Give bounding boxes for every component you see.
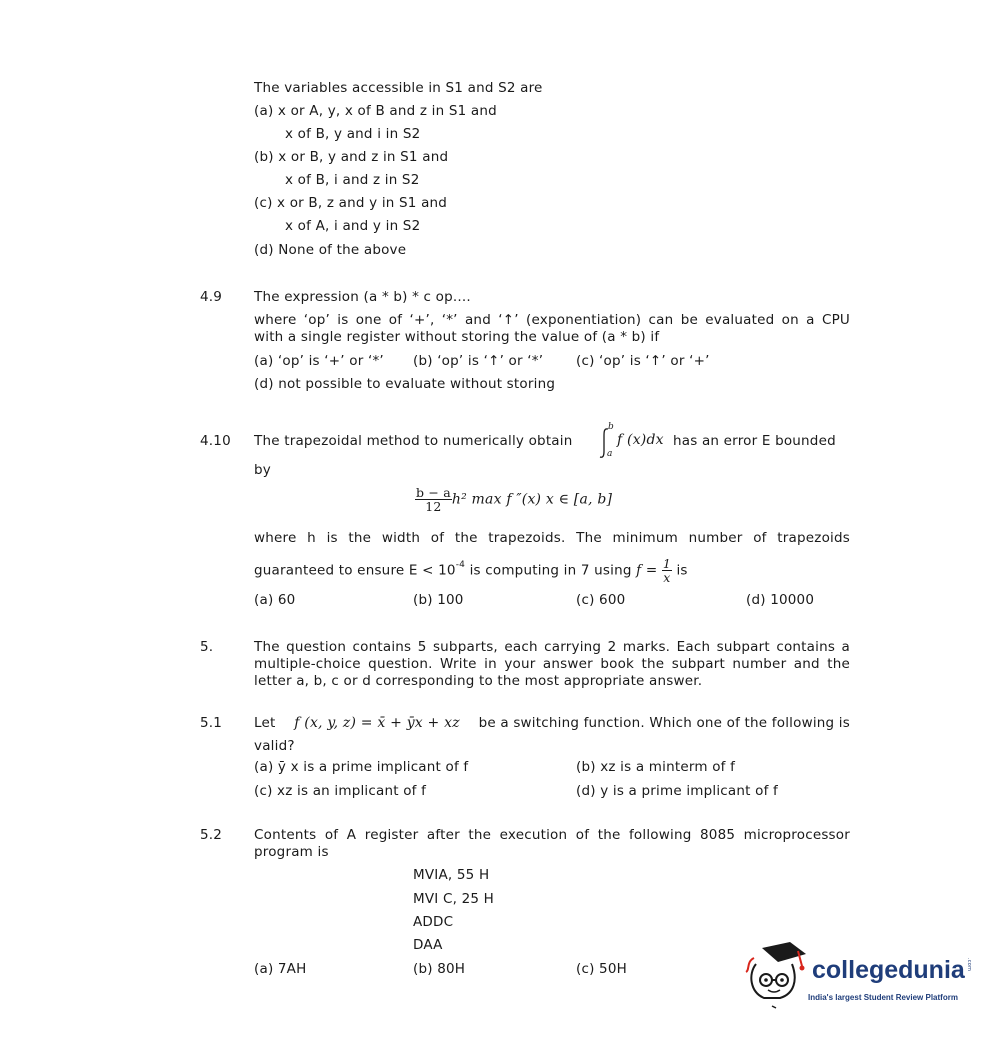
q410-guarantee-line — [254, 557, 688, 584]
guarantee-frac-den: x — [663, 570, 671, 585]
formula-rest: h² max f ″(x) x ∈ [a, b] — [451, 491, 613, 508]
q49-expression: The expression (a * b) * c op.... — [254, 289, 471, 305]
error-bound-formula — [415, 486, 612, 513]
code-line-1: MVIA, 55 H — [413, 867, 490, 883]
q51-stem-rest: be a switching function. Which one of the following is — [478, 715, 850, 731]
formula-numerator: b − a — [416, 485, 451, 500]
prev-question-stem: The variables accessible in S1 and S2 are — [254, 80, 543, 96]
formula-denominator: 12 — [425, 499, 442, 514]
q410-intro: The trapezoidal method to numerically obtain — [254, 433, 573, 449]
prev-option-b-line2: x of B, i and z in S2 — [285, 172, 420, 188]
q51-option-c: (c) xz is an implicant of f — [254, 783, 427, 799]
guarantee-function: f = — [636, 562, 658, 579]
prev-option-c-line2: x of A, i and y in S2 — [285, 218, 421, 234]
guarantee-suffix: is — [676, 562, 688, 579]
logo-tagline: India's largest Student Review Platform — [808, 993, 958, 1002]
question-number-4-10: 4.10 — [200, 433, 231, 449]
q51-let: Let — [254, 715, 276, 731]
question-number-5-1: 5.1 — [200, 715, 223, 731]
q51-option-b: (b) xz is a minterm of f — [576, 759, 736, 775]
question-number-5-2: 5.2 — [200, 827, 223, 843]
code-line-2: MVI C, 25 H — [413, 891, 494, 907]
integral-upper-limit: b — [608, 422, 614, 432]
prev-option-d: (d) None of the above — [254, 242, 407, 258]
integral-lower-limit: a — [607, 449, 613, 459]
q410-option-a: (a) 60 — [254, 592, 296, 608]
prev-option-a-line1: (a) x or A, y, x of B and z in S1 and — [254, 103, 497, 119]
logo-com: .com — [966, 958, 972, 972]
guarantee-middle: is computing in 7 using — [469, 562, 632, 579]
q410-where-line: where h is the width of the trapezoids. The minimum number of trapezoids — [254, 530, 850, 546]
q52-option-c: (c) 50H — [576, 961, 627, 977]
q49-where-line: where ‘op’ is one of ‘+’, ‘*’ and ‘↑’ (exponentiation) can be evaluated on a CPU — [254, 312, 850, 328]
guarantee-frac-num: 1 — [662, 556, 671, 571]
q51-option-d: (d) y is a prime implicant of f — [576, 783, 778, 799]
q410-option-d: (d) 10000 — [746, 592, 815, 608]
prev-option-a-line2: x of B, y and i in S2 — [285, 126, 421, 142]
q52-option-b: (b) 80H — [413, 961, 466, 977]
q52-option-a: (a) 7AH — [254, 961, 307, 977]
prev-option-c-line1: (c) x or B, z and y in S1 and — [254, 195, 448, 211]
q49-register-line: with a single register without storing the value of (a * b) if — [254, 329, 660, 345]
q410-option-b: (b) 100 — [413, 592, 464, 608]
q5-instructions: The question contains 5 subparts, each carrying 2 marks. Each subpart contains a multiple-choice question. Write in your answer book the subpart number and the letter a, b, c or d corresponding to the most appropriate answer. — [254, 639, 850, 689]
question-number-5: 5. — [200, 639, 214, 655]
q49-option-c: (c) ‘op’ is ‘↑’ or ‘+’ — [576, 353, 710, 369]
code-line-4: DAA — [413, 937, 443, 953]
q49-option-b: (b) ‘op’ is ‘↑’ or ‘*’ — [413, 353, 544, 369]
q51-option-a: (a) ȳ x is a prime implicant of f — [254, 759, 469, 775]
integrand: f (x)dx — [617, 432, 664, 448]
logo-wordmark: collegedunia — [812, 956, 965, 984]
q410-option-c: (c) 600 — [576, 592, 626, 608]
q49-option-d: (d) not possible to evaluate without storing — [254, 376, 556, 392]
q51-valid: valid? — [254, 738, 295, 754]
q410-error-text: has an error E bounded — [673, 433, 836, 449]
q52-stem: Contents of A register after the execution of the following 8085 microprocessor program is — [254, 827, 850, 860]
q410-by: by — [254, 462, 271, 478]
q51-stem-line — [254, 715, 850, 731]
code-line-3: ADDC — [413, 914, 454, 930]
question-number-4-9: 4.9 — [200, 289, 223, 305]
prev-option-b-line1: (b) x or B, y and z in S1 and — [254, 149, 449, 165]
q49-option-a: (a) ‘op’ is ‘+’ or ‘*’ — [254, 353, 384, 369]
switching-function: f (x, y, z) = x̄ + ȳx + xz — [294, 715, 460, 731]
guarantee-prefix: guaranteed to ensure E < 10 — [254, 562, 456, 579]
guarantee-exponent: -4 — [455, 560, 466, 570]
